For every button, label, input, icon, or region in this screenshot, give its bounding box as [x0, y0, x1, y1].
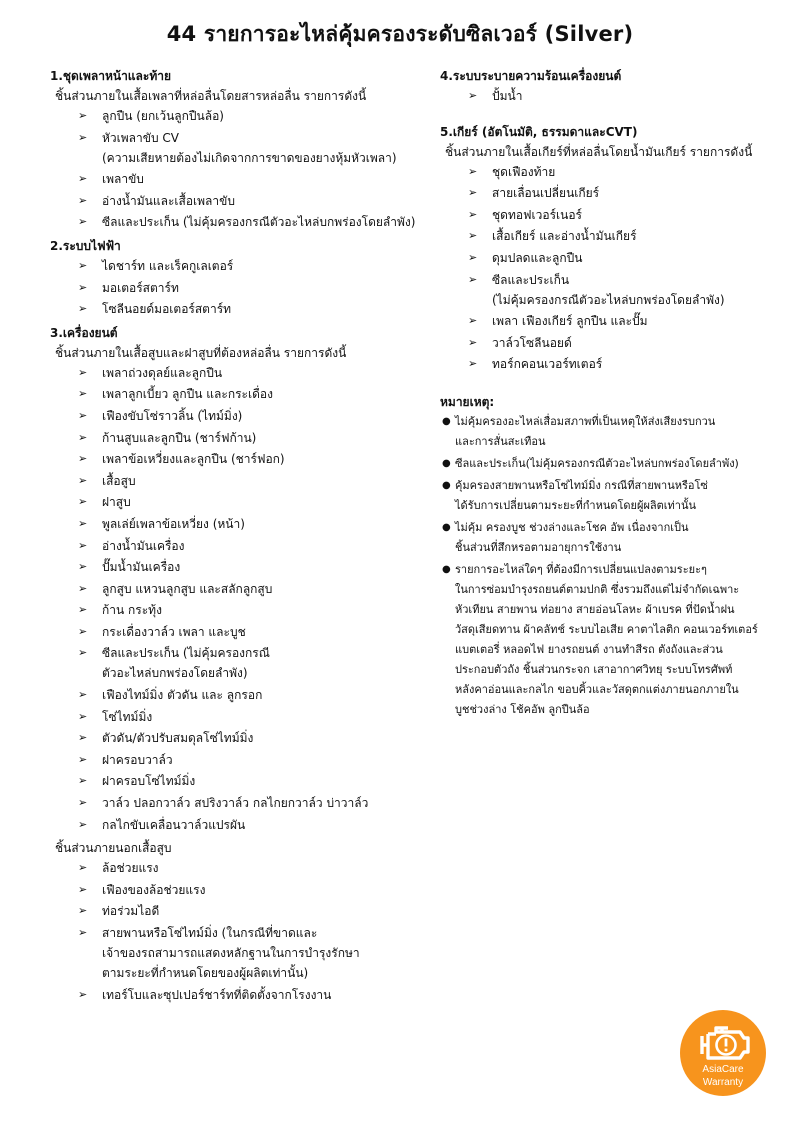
item-text: ฝาครอบโซ่ไทม์มิ่ง [102, 774, 196, 789]
section-intro: ชิ้นส่วนภายในเสื้อเพลาที่หล่อลื่นโดยสารหล่อลื่น รายการดังนี้ [55, 89, 367, 103]
item-text: ซีลและประเก็น [492, 272, 570, 287]
list-item [78, 428, 435, 448]
note-text: วัสดุเสียดทาน ผ้าคลัทช์ ระบบไอเสีย คาตาไลติก คอนเวอร์ทเตอร์ [455, 622, 758, 636]
arrow-icon: ➢ [78, 430, 88, 444]
note-text: บูชช่วงล่าง โช้คอัพ ลูกปืนล้อ [455, 702, 590, 716]
item-list [440, 162, 780, 375]
list-item [78, 728, 435, 748]
list-item [78, 278, 435, 298]
item-text: โซ่ไทม์มิ่ง [102, 709, 153, 724]
note-text: ไม่คุ้มครองอะไหล่เสื่อมสภาพที่เป็นเหตุให้ส่งเสียงรบกวน [455, 414, 716, 428]
note-text: ไม่คุ้ม ครองบูช ช่วงล่างและโชค อัพ เนื่องจากเป็น [455, 520, 689, 534]
section-intro: ชิ้นส่วนภายนอกเสื้อสูบ [55, 841, 172, 856]
item-list [50, 858, 435, 1004]
item-text: เทอร์โบและซุปเปอร์ชาร์ทที่ติดตั้งจากโรงงาน [102, 987, 332, 1002]
list-item [78, 793, 435, 813]
item-text: วาล์วโซลีนอยด์ [492, 335, 572, 350]
item-text: เฟืองไทม์มิ่ง ตัวดัน และ ลูกรอก [102, 688, 263, 703]
item-text: เฟืองขับโซ่ราวลิ้น (ไทม์มิ่ง) [102, 408, 243, 423]
item-text: ล้อช่วยแรง [102, 861, 159, 876]
arrow-icon: ➢ [78, 495, 88, 509]
arrow-icon: ➢ [78, 258, 88, 272]
list-item [78, 128, 435, 168]
left-column [50, 66, 435, 1008]
notes-list [440, 412, 780, 720]
item-text: ปั๊มน้ำมันเครื่อง [102, 560, 181, 575]
arrow-icon: ➢ [468, 250, 478, 264]
section-heading: 4.ระบบระบายความร้อนเครื่องยนต์ [440, 69, 622, 83]
arrow-icon: ➢ [468, 229, 478, 243]
item-text: ชุดทอฟเวอร์เนอร์ [492, 207, 582, 222]
item-list [50, 256, 435, 319]
section-heading: 3.เครื่องยนต์ [50, 325, 118, 340]
item-text: ซีลและประเก็น (ไม่คุ้มครองกรณี [102, 646, 270, 661]
arrow-icon: ➢ [468, 357, 478, 371]
item-text: ไดชาร์ท และเร็คกูเลเตอร์ [102, 258, 234, 273]
arrow-icon: ➢ [78, 926, 88, 939]
note-text: ซีลและประเก็น(ไม่คุ้มครองกรณีตัวอะไหล่บกพร่องโดยลำพัง) [455, 456, 739, 470]
bullet-icon: ● [442, 563, 451, 575]
list-item [468, 183, 780, 203]
bullet-icon: ● [442, 521, 451, 533]
item-text: เพลาถ่วงดุลย์และลูกปืน [102, 365, 223, 380]
arrow-icon: ➢ [78, 688, 88, 702]
arrow-icon: ➢ [468, 272, 478, 286]
arrow-icon: ➢ [78, 538, 88, 552]
note-text: คุ้มครองสายพานหรือโซ่ไทม์มิ่ง กรณีที่สายพานหรือโซ่ [455, 478, 708, 492]
note-text: แบตเตอรี่ หลอดไฟ ยางรถยนต์ งานทำสีรถ ตังถังและส่วน [455, 642, 723, 656]
list-item [78, 600, 435, 620]
arrow-icon: ➢ [78, 172, 88, 186]
arrow-icon: ➢ [78, 709, 88, 723]
arrow-icon: ➢ [78, 904, 88, 918]
list-item [78, 449, 435, 469]
arrow-icon: ➢ [468, 164, 478, 178]
list-item [468, 270, 780, 310]
item-text: วาล์ว ปลอกวาล์ว สปริงวาล์ว กลไกยกวาล์ว บ่าวาล์ว [102, 796, 369, 811]
list-item [468, 86, 780, 106]
item-text: สายเลื่อนเปลี่ยนเกียร์ [492, 186, 600, 201]
list-item [468, 311, 780, 331]
list-item [78, 536, 435, 556]
list-item [78, 384, 435, 404]
arrow-icon: ➢ [78, 473, 88, 487]
item-text: เพลา เฟืองเกียร์ ลูกปืน และปั๊ม [492, 314, 648, 329]
arrow-icon: ➢ [78, 882, 88, 896]
list-item [468, 205, 780, 225]
arrow-icon: ➢ [78, 280, 88, 294]
arrow-icon: ➢ [78, 752, 88, 766]
arrow-icon: ➢ [78, 624, 88, 638]
note-item [442, 560, 780, 720]
item-text: ชุดเฟืองท้าย [492, 164, 556, 179]
list-item [468, 333, 780, 353]
arrow-icon: ➢ [468, 207, 478, 221]
arrow-icon: ➢ [468, 314, 478, 328]
section-heading: 1.ชุดเพลาหน้าและท้าย [50, 69, 172, 83]
section-intro: ชิ้นส่วนภายในเสื้อเกียร์ที่หล่อลื่นโดยน้ำมันเกียร์ รายการดังนี้ [445, 144, 753, 159]
item-text: ก้านสูบและลูกปืน (ชาร์ฟก้าน) [102, 430, 257, 445]
item-text: เฟืองของล้อช่วยแรง [102, 882, 206, 897]
arrow-icon: ➢ [78, 387, 88, 401]
item-text: มอเตอร์สตาร์ท [102, 280, 179, 295]
list-item [78, 923, 435, 983]
item-text: ซีลและประเก็น (ไม่คุ้มครองกรณีตัวอะไหล่บกพร่องโดยลำพัง) [102, 215, 416, 230]
arrow-icon: ➢ [78, 365, 88, 379]
arrow-icon: ➢ [78, 560, 88, 574]
item-text: กลไกขับเคลื่อนวาล์วแปรผัน [102, 817, 246, 832]
list-item [78, 815, 435, 835]
arrow-icon: ➢ [78, 130, 88, 144]
item-text: เพลาข้อเหวี่ยงและลูกปืน (ชาร์ฟอก) [102, 452, 285, 467]
item-text: เพลาลูกเบี้ยว ลูกปืน และกระเดื่อง [102, 387, 273, 402]
notes-heading: หมายเหตุ: [440, 394, 495, 409]
item-list [50, 106, 435, 232]
item-text: ฝาสูบ [102, 495, 131, 510]
note-text: ในการซ่อมบำรุงรถยนต์ตามปกติ ซึ่งรวมถึงแต่ไม่จำกัดเฉพาะ [455, 582, 740, 596]
note-item [442, 476, 780, 516]
item-text: เสื้อเกียร์ และอ่างน้ำมันเกียร์ [492, 229, 637, 244]
arrow-icon: ➢ [78, 516, 88, 530]
list-item [78, 471, 435, 491]
note-text: และการสั่นสะเทือน [455, 434, 546, 448]
list-item [468, 162, 780, 182]
bullet-icon: ● [442, 479, 451, 491]
arrow-icon: ➢ [78, 109, 88, 122]
list-item [468, 248, 780, 268]
section-intro: ชิ้นส่วนภายในเสื้อสูบและฝาสูบที่ต้องหล่อลื่น รายการดังนี้ [55, 345, 347, 360]
item-text: ฝาครอบวาล์ว [102, 752, 173, 767]
item-text: เพลาขับ [102, 172, 144, 187]
list-item [78, 579, 435, 599]
arrow-icon: ➢ [78, 774, 88, 788]
list-item [78, 363, 435, 383]
arrow-icon: ➢ [468, 186, 478, 200]
item-text: ดุมปลดและลูกปืน [492, 250, 583, 265]
note-text: รายการอะไหล่ใดๆ ที่ต้องมีการเปลี่ยนแปลงตามระยะๆ [455, 562, 707, 576]
arrow-icon: ➢ [78, 987, 88, 1001]
arrow-icon: ➢ [78, 731, 88, 745]
note-text: ได้รับการเปลี่ยนตามระยะที่กำหนดโดยผู้ผลิตเท่านั้น [455, 498, 697, 512]
arrow-icon: ➢ [78, 796, 88, 810]
arrow-icon: ➢ [78, 452, 88, 466]
bullet-icon: ● [442, 457, 451, 469]
arrow-icon: ➢ [78, 603, 88, 617]
spacer [50, 1006, 435, 1008]
list-item [78, 256, 435, 276]
arrow-icon: ➢ [78, 193, 88, 207]
list-item [78, 106, 435, 126]
item-text: ทอร์กคอนเวอร์ทเตอร์ [492, 357, 603, 372]
list-item [78, 406, 435, 426]
note-text: หัวเทียน สายพาน ท่อยาง สายอ่อนโลหะ ผ้าเบรค ที่ปัดน้ำฝน [455, 602, 735, 616]
note-text: ประกอบตัวถัง ชิ้นส่วนกระจก เสาอากาศวิทยุ ระบบโทรศัพท์ [455, 662, 733, 676]
note-item [442, 518, 780, 558]
item-text: สายพานหรือโซ่ไทม์มิ่ง (ในกรณีที่ขาดและ [102, 926, 318, 940]
list-item [78, 557, 435, 577]
spacer [440, 378, 780, 392]
section-heading: 2.ระบบไฟฟ้า [50, 238, 121, 253]
item-text: ลูกปืน (ยกเว้นลูกปืนล้อ) [102, 109, 224, 123]
note-item [442, 454, 780, 474]
right-column [440, 66, 780, 722]
list-item [78, 880, 435, 900]
list-item [78, 985, 435, 1005]
arrow-icon: ➢ [468, 89, 478, 102]
list-item [78, 750, 435, 770]
item-text: (ไม่คุ้มครองกรณีตัวอะไหล่บกพร่องโดยลำพัง) [492, 292, 725, 307]
logo-text-line1: AsiaCare [702, 1064, 744, 1075]
arrow-icon: ➢ [78, 408, 88, 422]
list-item [78, 299, 435, 319]
engine-check-icon [694, 1022, 752, 1064]
list-item [78, 858, 435, 878]
item-text: ลูกสูบ แหวนลูกสูบ และสลักลูกสูบ [102, 581, 273, 596]
list-item [78, 707, 435, 727]
note-text: หลังคาอ่อนและกลไก ขอบคิ้วและวัสดุตกแต่งภายนอกภายใน [455, 682, 739, 696]
list-item [468, 354, 780, 374]
list-item [78, 492, 435, 512]
page-title: 44 รายการอะไหล่คุ้มครองระดับซิลเวอร์ (Silver) [166, 22, 634, 46]
arrow-icon: ➢ [78, 861, 88, 875]
list-item [78, 514, 435, 534]
list-item [78, 685, 435, 705]
list-item [78, 643, 435, 683]
list-item [78, 771, 435, 791]
list-item [78, 169, 435, 189]
item-text: อ่างน้ำมันเครื่อง [102, 538, 185, 553]
note-item [442, 412, 780, 452]
item-text: เสื้อสูบ [102, 473, 136, 488]
item-text: ปั้มน้ำ [492, 89, 523, 103]
item-text: ตัวอะไหล่บกพร่องโดยลำพัง) [102, 666, 248, 681]
list-item [78, 212, 435, 232]
spacer [440, 108, 780, 110]
bullet-icon: ● [442, 415, 451, 427]
item-text: กระเดื่องวาล์ว เพลา และบูช [102, 624, 246, 639]
logo-text-line2: Warranty [702, 1077, 744, 1088]
item-text: ตามระยะที่กำหนดโดยของผู้ผลิตเท่านั้น) [102, 966, 309, 980]
item-text: หัวเพลาขับ CV [102, 130, 179, 145]
arrow-icon: ➢ [78, 581, 88, 595]
list-item [78, 622, 435, 642]
item-list [440, 86, 780, 106]
list-item [78, 191, 435, 211]
asiacare-logo [680, 1010, 766, 1096]
item-text: ตัวดัน/ตัวปรับสมดุลโซ่ไทม์มิ่ง [102, 731, 254, 746]
arrow-icon: ➢ [78, 302, 88, 316]
arrow-icon: ➢ [78, 817, 88, 831]
item-text: พูลเล่ย์เพลาข้อเหวี่ยง (หน้า) [102, 516, 245, 531]
item-text: (ความเสียหายต้องไม่เกิดจากการขาดของยางหุ้มหัวเพลา) [102, 150, 397, 165]
arrow-icon: ➢ [78, 646, 88, 660]
note-text: ชิ้นส่วนที่สึกหรอตามอายุการใช้งาน [455, 540, 622, 554]
section-heading: 5.เกียร์ (อัตโนมัติ, ธรรมดาและCVT) [440, 124, 638, 139]
list-item [78, 901, 435, 921]
list-item [468, 226, 780, 246]
item-text: โซลีนอยด์มอเตอร์สตาร์ท [102, 302, 232, 317]
item-list [50, 363, 435, 835]
arrow-icon: ➢ [468, 335, 478, 349]
item-text: เจ้าของรถสามารถแสดงหลักฐานในการบำรุงรักษา [102, 946, 360, 960]
item-text: ท่อร่วมไอดี [102, 904, 160, 919]
arrow-icon: ➢ [78, 215, 88, 229]
item-text: ก้าน กระทุ้ง [102, 603, 162, 618]
item-text: อ่างน้ำมันและเสื้อเพลาขับ [102, 193, 235, 208]
